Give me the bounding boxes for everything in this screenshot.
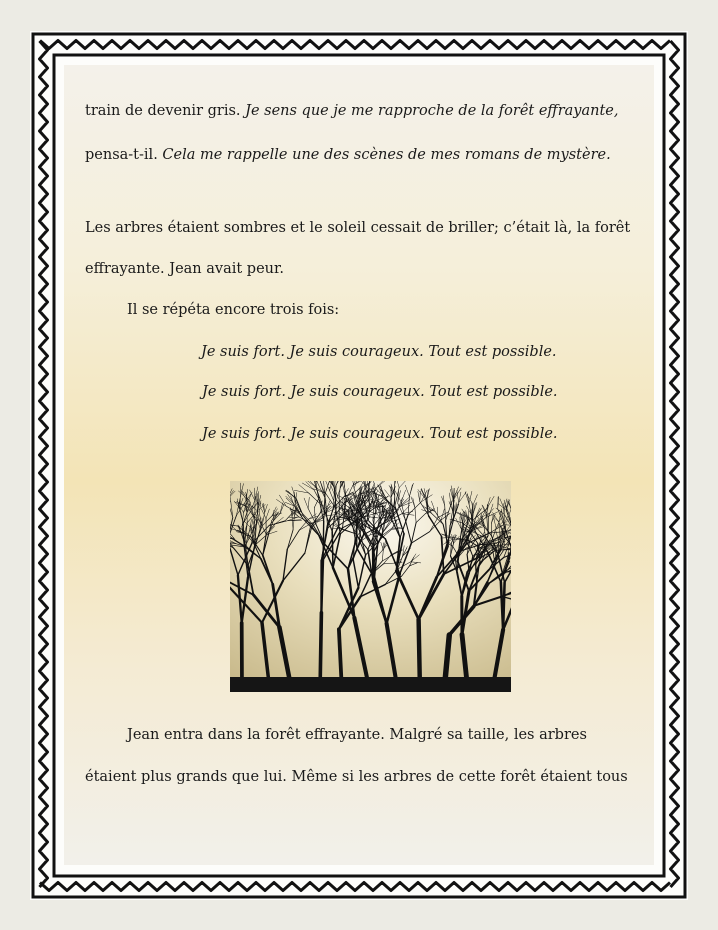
narration-text: pensa-t-il. [85, 147, 163, 163]
paragraph-2-line-2: effrayante. Jean avait peur. [85, 261, 284, 277]
bare-trees-photo [230, 481, 511, 692]
paragraph-2-line-1: Les arbres étaient sombres et le soleil cessait de briller; c’était là, la forêt [85, 220, 631, 236]
paragraph-1-line-1 [85, 102, 618, 120]
thought-text: Je sens que je me rapproche de la forêt effrayante, [245, 103, 619, 119]
trees-illustration [230, 481, 511, 692]
paragraph-1-line-2 [85, 146, 611, 164]
narration-text: train de devenir gris. [85, 103, 246, 119]
story-page [64, 65, 654, 865]
paragraph-3-line-1: Il se répéta encore trois fois: [127, 302, 340, 318]
mantra-line-1: Je suis fort. Je suis courageux. Tout est possible. [201, 344, 557, 360]
paragraph-4-line-2: étaient plus grands que lui. Même si les arbres de cette forêt étaient tous [85, 769, 628, 785]
paragraph-4-line-1: Jean entra dans la forêt effrayante. Malgré sa taille, les arbres [127, 727, 587, 743]
thought-text: Cela me rappelle une des scènes de mes romans de mystère. [162, 147, 611, 163]
mantra-line-3: Je suis fort. Je suis courageux. Tout est possible. [202, 426, 558, 442]
mantra-line-2: Je suis fort. Je suis courageux. Tout est possible. [202, 384, 558, 400]
